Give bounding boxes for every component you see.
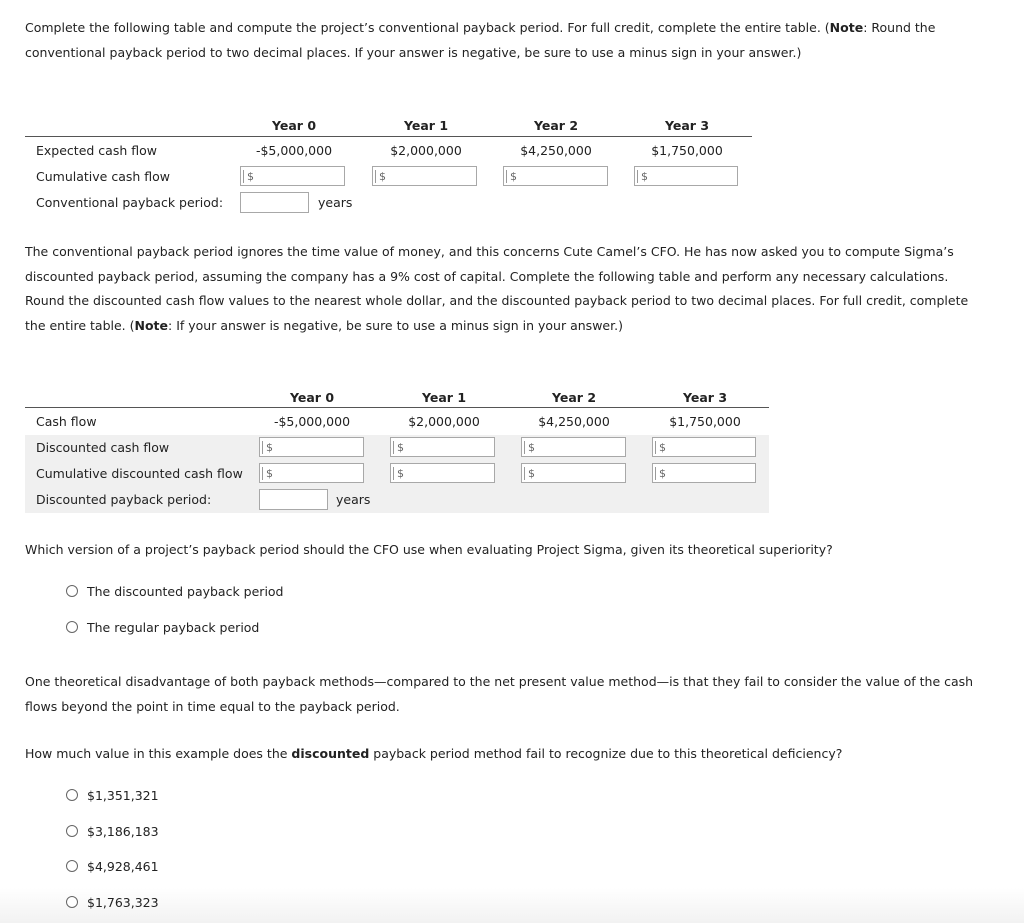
currency-sign: $ xyxy=(243,170,254,183)
table1-label-conventional-payback: Conventional payback period: xyxy=(36,195,224,210)
table2-cash-flow-year3: $1,750,000 xyxy=(669,414,741,429)
radio-option-3[interactable] xyxy=(66,860,78,872)
cumulative-cash-flow-input-year3[interactable] xyxy=(634,166,738,186)
table1-header-year1: Year 1 xyxy=(403,118,449,133)
currency-sign: $ xyxy=(655,441,666,454)
cumulative-cash-flow-input-year2[interactable] xyxy=(503,166,608,186)
table1-cash-flow-year2: $4,250,000 xyxy=(520,143,592,158)
option-2-label[interactable]: $3,186,183 xyxy=(87,824,159,839)
table2-label-cash-flow: Cash flow xyxy=(36,414,97,429)
table1-cash-flow-year0: -$5,000,000 xyxy=(255,143,333,158)
table2-cash-flow-year0: -$5,000,000 xyxy=(273,414,351,429)
currency-sign: $ xyxy=(393,441,404,454)
table2-label-discounted-cash-flow: Discounted cash flow xyxy=(36,440,170,455)
currency-sign: $ xyxy=(262,441,273,454)
radio-option-1[interactable] xyxy=(66,789,78,801)
table1-cash-flow-year1: $2,000,000 xyxy=(390,143,462,158)
radio-option-4[interactable] xyxy=(66,896,78,908)
discounted-instructions: The conventional payback period ignores the time value of money, and this concerns Cute Camel’s CFO. He has now asked you to compute Sigma’s discounted payback period, assuming the company has a 9% cost of capital. Complete the following table and perform any necessary calculations. Round the discounted cash flow values to the nearest whole dollar, and the discounted payback period to two decimal places. For full credit, complete the entire table. (Note: If your answer is negative, be sure to use a minus sign in your answer.) xyxy=(25,244,969,333)
cumulative-discounted-input-year1[interactable] xyxy=(390,463,495,483)
option-3-label[interactable]: $4,928,461 xyxy=(87,859,159,874)
table1-header-rule xyxy=(25,136,752,137)
disadvantage-statement: One theoretical disadvantage of both payback methods—compared to the net present value method—is that they fail to consider the value of the cash flows beyond the point in time equal to the payback period. xyxy=(25,674,974,714)
radio-regular-payback[interactable] xyxy=(66,621,78,633)
cumulative-discounted-input-year3[interactable] xyxy=(652,463,756,483)
currency-sign: $ xyxy=(506,170,517,183)
question-unrecognized-value: How much value in this example does the discounted payback period method fail to recognize due to this theoretical deficiency? xyxy=(25,746,843,761)
currency-sign: $ xyxy=(655,467,666,480)
discounted-payback-input[interactable] xyxy=(259,489,328,510)
currency-sign: $ xyxy=(375,170,386,183)
option-discounted-payback-label[interactable]: The discounted payback period xyxy=(87,584,284,599)
conventional-payback-unit: years xyxy=(318,195,353,210)
option-4-label[interactable]: $1,763,323 xyxy=(87,895,159,910)
table2-header-year2: Year 2 xyxy=(551,390,597,405)
discounted-cash-flow-input-year1[interactable] xyxy=(390,437,495,457)
table2-header-rule xyxy=(25,407,769,408)
currency-sign: $ xyxy=(393,467,404,480)
table2-cash-flow-year1: $2,000,000 xyxy=(408,414,480,429)
currency-sign: $ xyxy=(524,467,535,480)
table1-header-year2: Year 2 xyxy=(533,118,579,133)
discounted-cash-flow-input-year0[interactable] xyxy=(259,437,364,457)
table2-header-year3: Year 3 xyxy=(682,390,728,405)
table2-label-discounted-payback: Discounted payback period: xyxy=(36,492,212,507)
discounted-payback-unit: years xyxy=(336,492,371,507)
table1-header-year3: Year 3 xyxy=(664,118,710,133)
table2-label-cumulative-discounted: Cumulative discounted cash flow xyxy=(36,466,243,481)
radio-option-2[interactable] xyxy=(66,825,78,837)
conventional-payback-input[interactable] xyxy=(240,192,309,213)
cumulative-cash-flow-input-year0[interactable] xyxy=(240,166,345,186)
table2-header-year0: Year 0 xyxy=(289,390,335,405)
table2-cash-flow-year2: $4,250,000 xyxy=(538,414,610,429)
cumulative-cash-flow-input-year1[interactable] xyxy=(372,166,477,186)
table2-header-year1: Year 1 xyxy=(421,390,467,405)
question-payback-version: Which version of a project’s payback period should the CFO use when evaluating Project Sigma, given its theoretical superiority? xyxy=(25,542,833,557)
cumulative-discounted-input-year0[interactable] xyxy=(259,463,364,483)
currency-sign: $ xyxy=(637,170,648,183)
option-regular-payback-label[interactable]: The regular payback period xyxy=(87,620,260,635)
currency-sign: $ xyxy=(262,467,273,480)
table1-cash-flow-year3: $1,750,000 xyxy=(651,143,723,158)
radio-discounted-payback[interactable] xyxy=(66,585,78,597)
currency-sign: $ xyxy=(524,441,535,454)
cumulative-discounted-input-year2[interactable] xyxy=(521,463,626,483)
table1-label-cumulative-cash-flow: Cumulative cash flow xyxy=(36,169,171,184)
table1-header-year0: Year 0 xyxy=(271,118,317,133)
discounted-cash-flow-input-year2[interactable] xyxy=(521,437,626,457)
option-1-label[interactable]: $1,351,321 xyxy=(87,788,159,803)
discounted-cash-flow-input-year3[interactable] xyxy=(652,437,756,457)
intro-instructions: Complete the following table and compute the project’s conventional payback period. For full credit, complete the entire table. (Note: Round the conventional payback period to two decimal places. If your answer is negative, be sure to use a minus sign in your answer.) xyxy=(25,20,936,60)
table1-label-expected-cash-flow: Expected cash flow xyxy=(36,143,157,158)
